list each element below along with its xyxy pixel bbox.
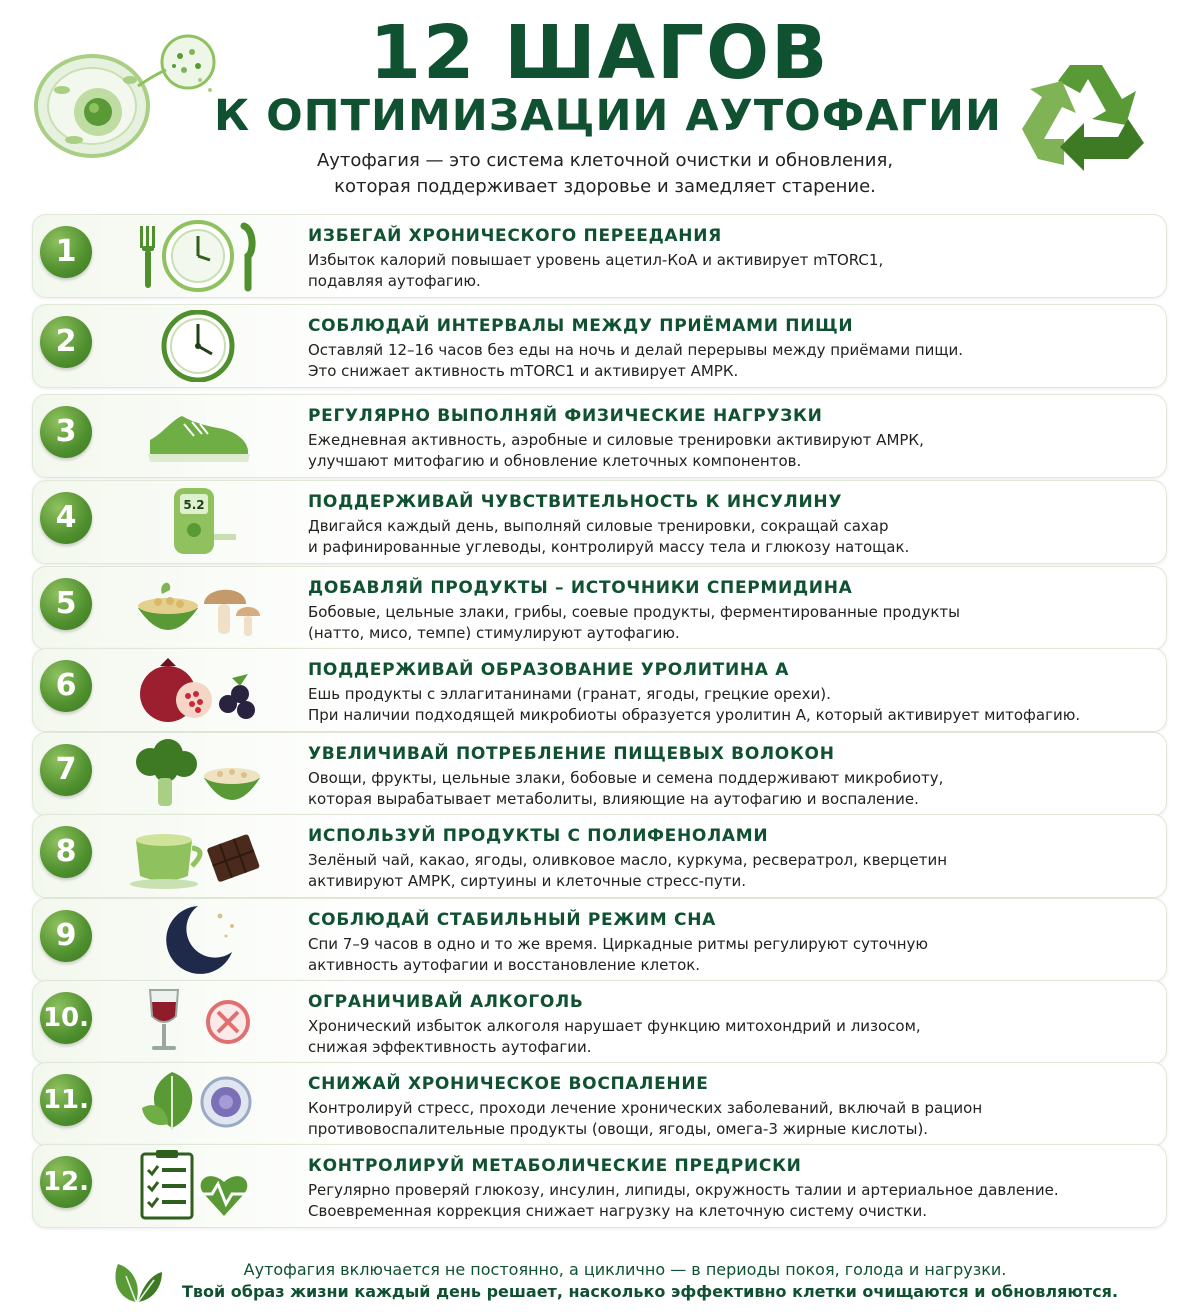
- pomegranate-berries-icon: [128, 654, 268, 726]
- footer-line-2: Твой образ жизни каждый день решает, насколько эффективно клетки очищаются и обновляются.: [181, 1282, 1119, 1301]
- step-title: ДОБАВЛЯЙ ПРОДУКТЫ – ИСТОЧНИКИ СПЕРМИДИНА: [308, 578, 853, 598]
- step-description-line-1: Избыток калорий повышает уровень ацетил-КоА и активирует mTORC1,: [308, 251, 884, 269]
- step-number-badge: 5: [40, 578, 92, 630]
- intro-line-2: которая поддерживает здоровье и замедляет старение.: [334, 176, 876, 197]
- step-number-badge: 4: [40, 492, 92, 544]
- step-title: ПОДДЕРЖИВАЙ ОБРАЗОВАНИЕ УРОЛИТИНА А: [308, 660, 790, 680]
- beans-mushrooms-icon: [128, 572, 268, 644]
- step-description-line-1: Оставляй 12–16 часов без еды на ночь и делай перерывы между приёмами пищи.: [308, 341, 964, 359]
- step-number-badge: 2: [40, 316, 92, 368]
- step-card: [0, 980, 1199, 1064]
- sneaker-icon: [128, 400, 268, 472]
- step-title: УВЕЛИЧИВАЙ ПОТРЕБЛЕНИЕ ПИЩЕВЫХ ВОЛОКОН: [308, 744, 835, 764]
- step-description-line-1: Ежедневная активность, аэробные и силовые тренировки активируют АМРК,: [308, 431, 924, 449]
- step-description-line-1: Хронический избыток алкоголя нарушает функцию митохондрий и лизосом,: [308, 1017, 921, 1035]
- step-description-line-2: противовоспалительные продукты (овощи, ягоды, омега-3 жирные кислоты).: [308, 1120, 929, 1138]
- step-card: [0, 898, 1199, 982]
- intro-text: [200, 148, 1010, 200]
- step-number-badge: 8: [40, 826, 92, 878]
- step-description-line-2: которая вырабатывает метаболиты, влияющие на аутофагию и воспаление.: [308, 790, 919, 808]
- wine-no-icon: [128, 986, 268, 1058]
- step-number-badge: 9: [40, 910, 92, 962]
- step-description-line-1: Спи 7–9 часов в одно и то же время. Циркадные ритмы регулируют суточную: [308, 935, 929, 953]
- step-card: [0, 814, 1199, 898]
- footer-line-1: Аутофагия включается не постоянно, а циклично — в периоды покоя, голода и нагрузки.: [243, 1260, 1007, 1279]
- step-title: ИЗБЕГАЙ ХРОНИЧЕСКОГО ПЕРЕЕДАНИЯ: [308, 226, 722, 246]
- step-card: [0, 566, 1199, 650]
- step-number-badge: 12.: [40, 1156, 92, 1208]
- step-title: ОГРАНИЧИВАЙ АЛКОГОЛЬ: [308, 992, 584, 1012]
- step-title: СНИЖАЙ ХРОНИЧЕСКОЕ ВОСПАЛЕНИЕ: [308, 1074, 709, 1094]
- step-description-line-2: При наличии подходящей микробиоты образуется уролитин А, который активирует митофагию.: [308, 706, 1081, 724]
- step-description-line-1: Овощи, фрукты, цельные злаки, бобовые и семена поддерживают микробиоту,: [308, 769, 944, 787]
- step-description-line-1: Зелёный чай, какао, ягоды, оливковое масло, куркума, ресвератрол, кверцетин: [308, 851, 948, 869]
- step-card: [0, 648, 1199, 732]
- header: [0, 0, 1199, 210]
- recycle-icon: [1018, 55, 1153, 175]
- step-description-line-2: Это снижает активность mTORC1 и активирует АМРК.: [308, 362, 739, 380]
- step-number-badge: 6: [40, 660, 92, 712]
- clock-icon: [128, 310, 268, 382]
- intro-line-1: Аутофагия — это система клеточной очистки и обновления,: [316, 150, 894, 171]
- step-description-line-2: и рафинированные углеводы, контролируй массу тела и глюкозу натощак.: [308, 538, 910, 556]
- step-description-line-2: активность аутофагии и восстановление клеток.: [308, 956, 701, 974]
- step-title: СОБЛЮДАЙ ИНТЕРВАЛЫ МЕЖДУ ПРИЁМАМИ ПИЩИ: [308, 316, 854, 336]
- step-number-badge: 10.: [40, 992, 92, 1044]
- moon-icon: [128, 904, 268, 976]
- glucometer-reading: 5.2: [183, 498, 205, 512]
- broccoli-oats-icon: [128, 738, 268, 810]
- step-description-line-1: Контролируй стресс, проходи лечение хронических заболеваний, включай в рацион: [308, 1099, 983, 1117]
- tea-chocolate-icon: [128, 820, 268, 892]
- footer: [0, 1250, 1199, 1312]
- page-subtitle: К ОПТИМИЗАЦИИ АУТОФАГИИ: [213, 91, 1003, 141]
- plate-clock-cutlery-icon: [128, 220, 268, 292]
- step-description-line-2: улучшают митофагию и обновление клеточных компонентов.: [308, 452, 802, 470]
- step-description-line-1: Двигайся каждый день, выполняй силовые тренировки, сокращай сахар: [308, 517, 889, 535]
- step-title: РЕГУЛЯРНО ВЫПОЛНЯЙ ФИЗИЧЕСКИЕ НАГРУЗКИ: [308, 406, 823, 426]
- step-card: [0, 394, 1199, 478]
- step-card: [0, 480, 1199, 564]
- step-card: [0, 214, 1199, 298]
- step-description-line-2: (натто, мисо, темпе) стимулируют аутофагию.: [308, 624, 680, 642]
- step-title: СОБЛЮДАЙ СТАБИЛЬНЫЙ РЕЖИМ СНА: [308, 910, 716, 930]
- step-description-line-2: Своевременная коррекция снижает нагрузку на клеточную систему очистки.: [308, 1202, 927, 1220]
- step-title: КОНТРОЛИРУЙ МЕТАБОЛИЧЕСКИЕ ПРЕДРИСКИ: [308, 1156, 802, 1176]
- checklist-heart-icon: [128, 1150, 268, 1222]
- step-number-badge: 3: [40, 406, 92, 458]
- step-description-line-1: Ешь продукты с эллагитанинами (гранат, ягоды, грецкие орехи).: [308, 685, 831, 703]
- step-description-line-2: снижая эффективность аутофагии.: [308, 1038, 592, 1056]
- step-description-line-2: подавляя аутофагию.: [308, 272, 481, 290]
- step-description-line-1: Регулярно проверяй глюкозу, инсулин, липиды, окружность талии и артериальное давление.: [308, 1181, 1059, 1199]
- step-description-line-2: активируют АМРК, сиртуины и клеточные стресс-пути.: [308, 872, 746, 890]
- step-description-line-1: Бобовые, цельные злаки, грибы, соевые продукты, ферментированные продукты: [308, 603, 960, 621]
- leaf-cell-icon: [128, 1068, 268, 1140]
- step-title: ПОДДЕРЖИВАЙ ЧУВСТВИТЕЛЬНОСТЬ К ИНСУЛИНУ: [308, 492, 843, 512]
- step-card: [0, 732, 1199, 816]
- step-number-badge: 1: [40, 226, 92, 278]
- step-card: [0, 1144, 1199, 1228]
- step-card: [0, 1062, 1199, 1146]
- step-card: [0, 304, 1199, 388]
- step-number-badge: 7: [40, 744, 92, 796]
- glucometer-icon: [128, 486, 268, 558]
- page-title: 12 ШАГОВ: [369, 10, 830, 96]
- step-number-badge: 11.: [40, 1074, 92, 1126]
- step-title: ИСПОЛЬЗУЙ ПРОДУКТЫ С ПОЛИФЕНОЛАМИ: [308, 826, 769, 846]
